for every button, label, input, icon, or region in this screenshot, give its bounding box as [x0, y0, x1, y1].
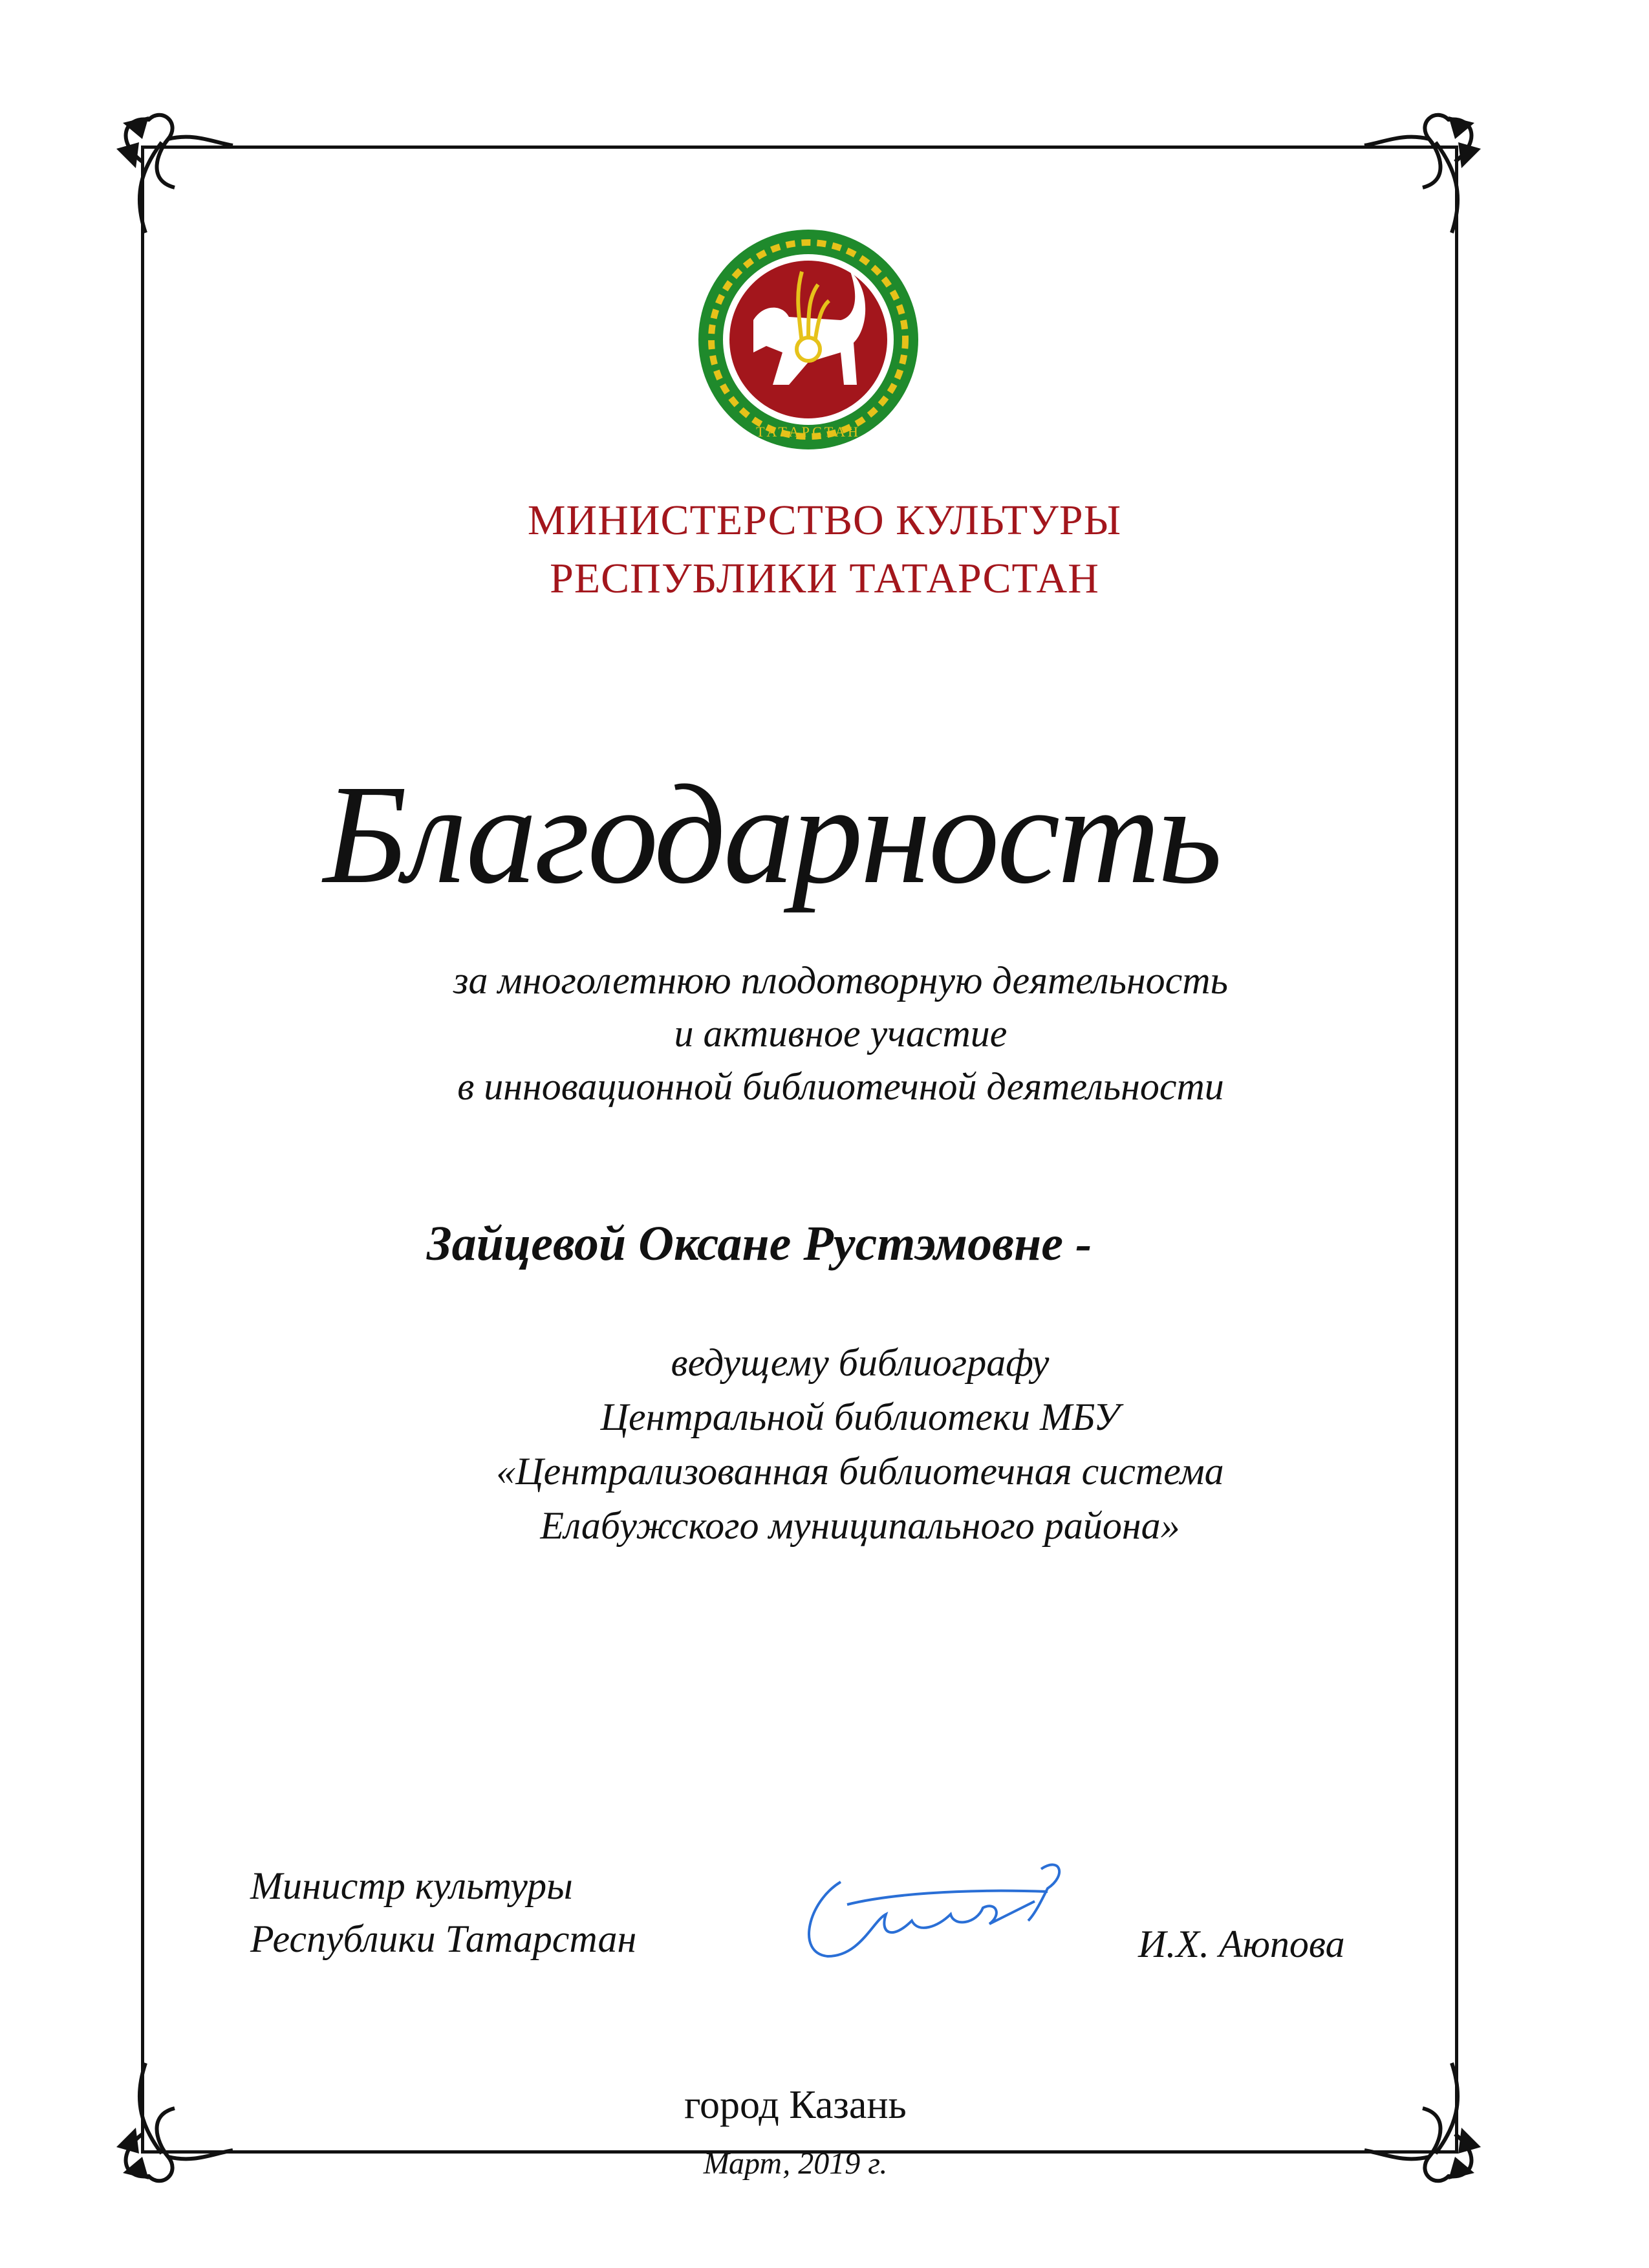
city: город Казань	[684, 2083, 907, 2127]
position-line-3: «Централизованная библиотечная система	[496, 1450, 1224, 1493]
signatory-title	[250, 1859, 636, 1965]
corner-ornament-icon	[1345, 103, 1494, 252]
tatarstan-emblem	[692, 223, 925, 456]
ministry-line-2: РЕСПУБЛИКИ ТАТАРСТАН	[550, 555, 1099, 602]
document-title: Благодарность	[323, 755, 1220, 913]
signatory-title-line-2: Республики Татарстан	[250, 1917, 637, 1960]
reason-line-3: в инновационной библиотечной деятельности	[457, 1065, 1224, 1108]
signature	[789, 1843, 1080, 1972]
signatory-name: И.Х. Аюпова	[1138, 1923, 1345, 1965]
position-line-4: Елабужского муниципального района»	[540, 1504, 1180, 1547]
award-reason	[0, 954, 1649, 1113]
ministry-name	[0, 491, 1649, 608]
position-line-1: ведущему библиографу	[671, 1341, 1050, 1384]
emblem-text: ТАТАРСТАН	[756, 424, 861, 440]
position-line-2: Центральной библиотеки МБУ	[600, 1396, 1120, 1438]
corner-ornament-icon	[103, 103, 252, 252]
reason-line-2: и активное участие	[674, 1012, 1008, 1055]
recipient-position	[0, 1335, 1649, 1553]
reason-line-1: за многолетнюю плодотворную деятельность	[453, 959, 1228, 1002]
issue-date: Март, 2019 г.	[703, 2146, 888, 2181]
signatory-title-line-1: Министр культуры	[250, 1864, 573, 1907]
ministry-line-1: МИНИСТЕРСТВО КУЛЬТУРЫ	[527, 497, 1122, 544]
recipient-name: Зайцевой Оксане Рустэмовне -	[427, 1216, 1092, 1271]
